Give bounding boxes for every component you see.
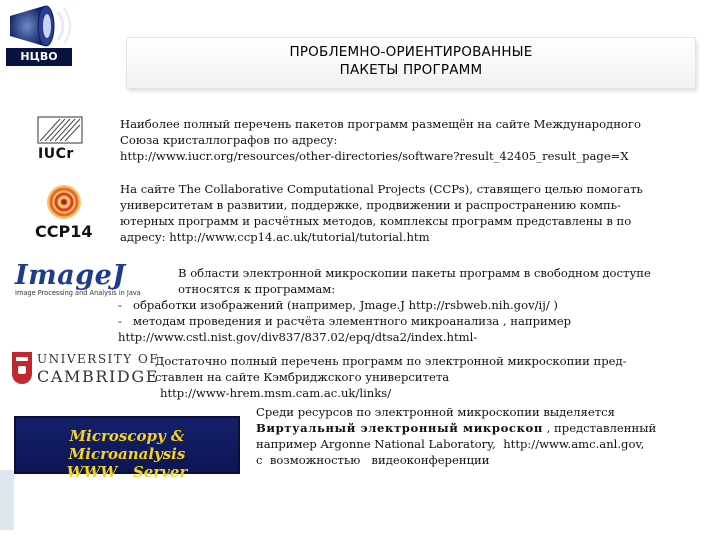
microscopy-line-3-suffix: , bbox=[640, 437, 645, 451]
microscopy-paragraph bbox=[256, 404, 711, 468]
imagej-line-2: относятся к программам: bbox=[178, 282, 336, 296]
microscopy-server-banner bbox=[14, 416, 240, 481]
nist-link[interactable]: http://www.cstl.nist.gov/div837/837.02/epq/dtsa2/index.html- bbox=[118, 330, 478, 344]
microscopy-banner-line-1: Microscopy & Microanalysis bbox=[68, 427, 186, 463]
megaphone-icon bbox=[6, 4, 76, 50]
ccp14-line-4-prefix: адресу: bbox=[120, 230, 170, 244]
decorative-strip bbox=[0, 470, 14, 530]
imagej-item-1-suffix: ) bbox=[549, 298, 558, 312]
ccp14-line-2: университетам в развитии, поддержке, продвижении и распространению компь- bbox=[120, 198, 621, 212]
iucr-paragraph bbox=[120, 116, 710, 164]
page-title bbox=[127, 38, 695, 88]
ccp14-paragraph bbox=[120, 181, 710, 245]
virtual-microscope-label: Виртуальный электронный микроскоп bbox=[256, 421, 543, 435]
cambridge-line-2: ставлен на сайте Кэмбриджского университета bbox=[155, 370, 450, 384]
title-line-1: ПРОБЛЕМНО-ОРИЕНТИРОВАННЫЕ bbox=[289, 44, 533, 60]
cambridge-logo-line-2: CAMBRIDGE bbox=[37, 367, 159, 386]
imagej-logo bbox=[13, 262, 173, 300]
microscopy-line-3-prefix: например Argonne National Laboratory, bbox=[256, 437, 504, 451]
argonne-link[interactable]: http://www.amc.anl.gov bbox=[503, 437, 641, 451]
iucr-line-2: Союза кристаллографов по адресу: bbox=[120, 133, 338, 147]
imagej-line-1: В области электронной микроскопии пакеты программ в свободном доступе bbox=[178, 266, 651, 280]
iucr-logo bbox=[30, 115, 88, 163]
cambridge-link[interactable]: http://www-hrem.msm.cam.ac.uk/links/ bbox=[160, 386, 392, 400]
institution-logo bbox=[6, 4, 76, 81]
imagej-list bbox=[118, 297, 710, 345]
microscopy-line-4: с возможностью видеоконференции bbox=[256, 453, 490, 467]
logo-label: НЦВО РАН bbox=[6, 48, 72, 66]
ccp14-line-3: ютерных программ и расчётных методов, комплексы программ представлены в по bbox=[120, 214, 632, 228]
microscopy-line-2-suffix: , представленный bbox=[542, 421, 657, 435]
list-item bbox=[118, 297, 710, 313]
imagej-logo-word: ImageJ bbox=[15, 260, 126, 291]
iucr-link[interactable]: http://www.iucr.org/resources/other-directories/software?result_42405_result_page=X bbox=[120, 149, 629, 163]
microscopy-banner-line-2: WWW Server bbox=[66, 463, 188, 481]
iucr-line-1: Наиболее полный перечень пакетов программ размещён на сайте Международного bbox=[120, 117, 641, 131]
iucr-logo-text: IUCr bbox=[38, 146, 74, 162]
title-line-2: ПАКЕТЫ ПРОГРАММ bbox=[339, 62, 483, 78]
imagej-intro bbox=[178, 265, 708, 297]
imagej-logo-subtitle: Image Processing and Analysis in Java bbox=[15, 289, 141, 297]
cambridge-line-1: Достаточно полный перечень программ по электронной микроскопии пред- bbox=[155, 354, 627, 368]
cambridge-logo-line-1: UNIVERSITY OF bbox=[37, 352, 160, 366]
ccp14-line-1: На сайте The Collaborative Computational Projects (CCPs), ставящего целью помогать bbox=[120, 182, 643, 196]
ccp14-link[interactable]: http://www.ccp14.ac.uk/tutorial/tutorial.htm bbox=[169, 230, 430, 244]
ccp14-logo bbox=[28, 182, 100, 242]
ccp14-logo-text: CCP14 bbox=[35, 222, 93, 241]
ccp14-rings-icon bbox=[28, 182, 100, 224]
imagej-link[interactable]: http://rsbweb.nih.gov/ij/ bbox=[408, 298, 550, 312]
cambridge-paragraph bbox=[155, 353, 710, 401]
cambridge-logo bbox=[12, 352, 160, 388]
microscopy-line-1: Среди ресурсов по электронной микроскопии выделяется bbox=[256, 405, 615, 419]
cambridge-shield-icon bbox=[12, 352, 32, 384]
imagej-item-1-prefix: - обработки изображений (например, Jmage.J bbox=[118, 298, 409, 312]
iucr-emblem-icon bbox=[30, 115, 88, 145]
imagej-item-2: - методам проведения и расчёта элементного микроанализа , например bbox=[118, 314, 572, 328]
